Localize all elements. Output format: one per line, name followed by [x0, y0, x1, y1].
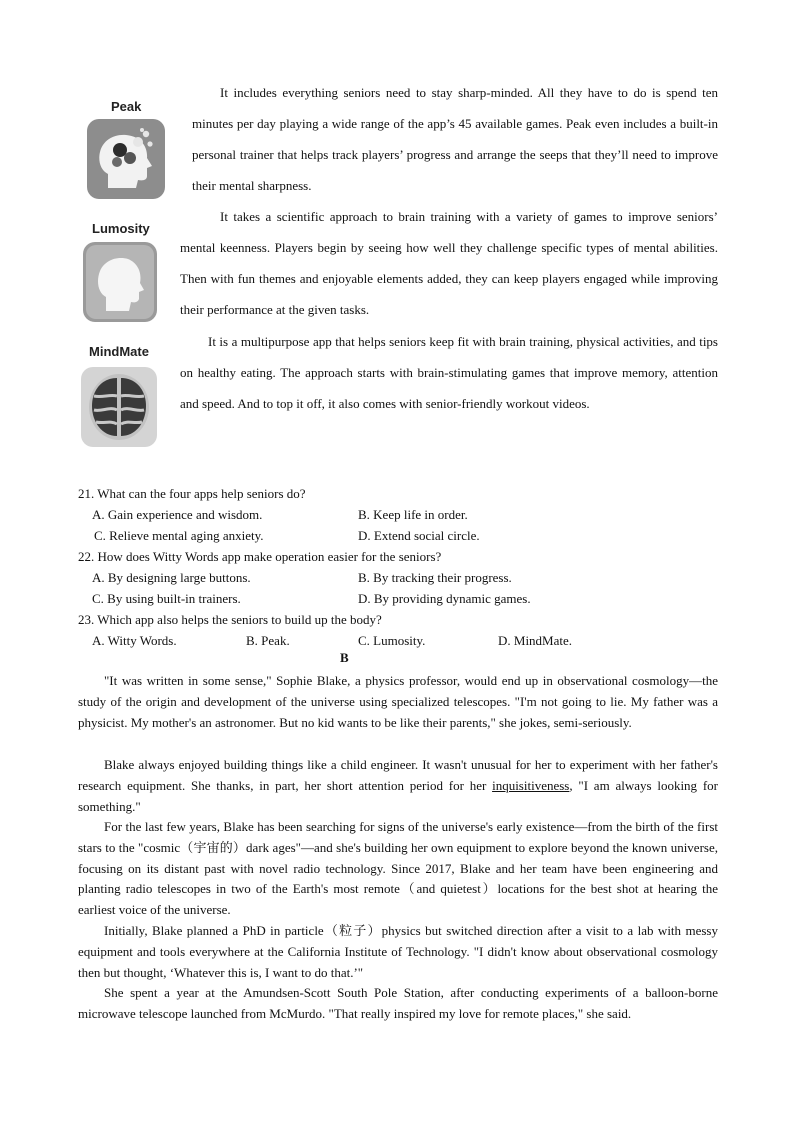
mindmate-description: It is a multipurpose app that helps seniors keep fit with brain training, physical activities, and tips on healthy eating. The approach starts with brain-stimulating games that improve memory, attention and speed. And to top it off, it also comes with senior-friendly workout videos. [180, 334, 718, 411]
question-23-option-c: C. Lumosity. [358, 633, 426, 648]
peak-app-name: Peak [111, 99, 142, 114]
question-23-option-b: B. Peak. [246, 633, 290, 648]
paragraph-2-text-after: , "I am always looking for something." [78, 777, 718, 814]
section-b-paragraph-3: For the last few years, Blake has been searching for signs of the universe's early existence—from the birth of the first stars to the "cosmic（宇宙的）dark ages"—and she's building her own equipment to explore beyond the known universe, focusing on its distant past with novel radio technology. Since 2017, Blake and her team have been engineering and planting radio telescopes in two of the Earth's most remote（and quietest）locations for the best shot at hearing the earliest voice of the universe. [78, 819, 718, 918]
section-b-paragraph-1: "It was written in some sense," Sophie Blake, a physics professor, would end up in observational cosmology—the study of the origin and development of the universe using specialized telescopes. "I'm not going to lie. My father was a physicist. My mother's an astronomer. But no kid wants to be like their parents," she jokes, semi-seriously. [78, 673, 718, 730]
question-23-option-d: D. MindMate. [498, 633, 573, 648]
paragraph-2-text-before: Blake always enjoyed building things like a child engineer. It wasn't unusual for her to experiment with her father's research equipment. She thanks, in part, her short attention period for her [78, 757, 718, 793]
underlined-word: inquisitiveness [492, 777, 570, 793]
app-icon-column [76, 80, 186, 450]
question-22-stem: 22. How does Witty Words app make operation easier for the seniors? [78, 549, 442, 564]
question-21-option-a: A. Gain experience and wisdom. [92, 507, 263, 522]
question-21-option-b: B. Keep life in order. [358, 507, 468, 522]
lumosity-app-name: Lumosity [92, 221, 150, 236]
section-b-paragraph-2 [78, 755, 718, 817]
section-b-paragraph-4: Initially, Blake planned a PhD in particle（粒子）physics but switched direction after a visit to a lab with messy equipment and tools everywhere at the California Institute of Technology. "I didn't know about observational cosmology then but thought, ‘Whatever this is, I want to do that.’" [78, 923, 718, 980]
question-21-option-c: C. Relieve mental aging anxiety. [94, 528, 264, 543]
head-profile-icon [82, 241, 158, 323]
question-23-stem: 23. Which app also helps the seniors to build up the body? [78, 612, 382, 627]
mindmate-app-name: MindMate [89, 344, 149, 359]
question-23-option-a: A. Witty Words. [92, 633, 177, 648]
question-21-option-d: D. Extend social circle. [358, 528, 480, 543]
question-22-option-b: B. By tracking their progress. [358, 570, 512, 585]
head-with-gears-icon [86, 118, 166, 200]
lumosity-description: It takes a scientific approach to brain training with a variety of games to improve seniors’ mental keenness. Players begin by seeing how well they challenge specific types of mental abilities. Then with fun themes and enjoyable elements added, they can keep players engaged while improving their performance at the given tasks. [180, 209, 718, 317]
question-22-option-d: D. By providing dynamic games. [358, 591, 531, 606]
peak-description: It includes everything seniors need to stay sharp-minded. All they have to do is spend ten minutes per day playing a wide range of the app’s 45 available games. Peak even includes a built-in personal trainer that helps track players’ progress and arrange the seeps that they’ll need to improve their mental sharpness. [192, 85, 718, 193]
section-b-heading: B [340, 650, 349, 665]
section-b-paragraph-5: She spent a year at the Amundsen-Scott South Pole Station, after conducting experiments of a balloon-borne microwave telescope launched from McMurdo. "That really inspired my love for remote places," she said. [78, 985, 718, 1021]
question-22-option-a: A. By designing large buttons. [92, 570, 251, 585]
question-21-stem: 21. What can the four apps help seniors do? [78, 486, 306, 501]
question-22-option-c: C. By using built-in trainers. [92, 591, 241, 606]
brain-icon [80, 366, 158, 448]
